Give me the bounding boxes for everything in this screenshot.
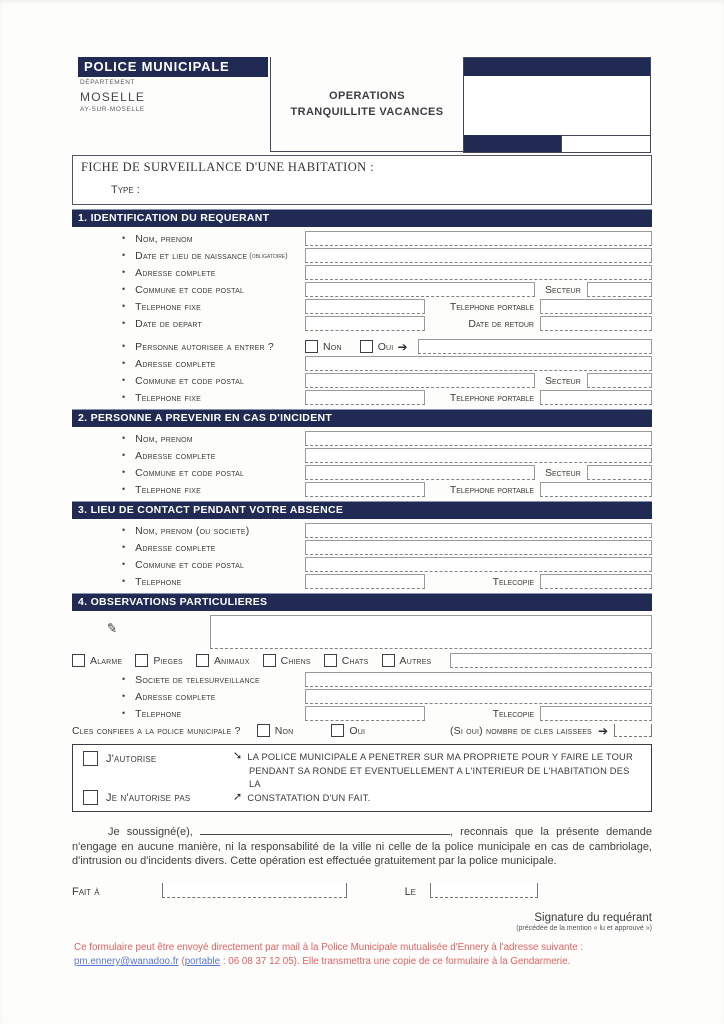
s2-commune-label: Commune et code postal — [135, 466, 245, 479]
checkbox-jautorise[interactable] — [83, 751, 98, 766]
alarme-label: Alarme — [90, 654, 123, 667]
s2-nom-field[interactable] — [305, 431, 652, 446]
s4-adresse-label: Adresse complete — [135, 690, 216, 703]
s3-telephone-field[interactable] — [305, 574, 425, 589]
row-dates — [72, 316, 652, 331]
bullet-icon: • — [122, 433, 126, 443]
fait-a-field[interactable] — [162, 883, 347, 898]
fiche-title: FICHE DE SURVEILLANCE D'UNE HABITATION : — [81, 160, 374, 174]
s2-tel-fixe-field[interactable] — [305, 482, 425, 497]
row-adresse-1 — [72, 265, 652, 280]
s3-adresse-field[interactable] — [305, 540, 652, 555]
pencil-icon: ✎ — [105, 620, 119, 637]
s4-telephone-label: Telephone — [135, 707, 182, 720]
right-arrow-icon: ➔ — [397, 339, 408, 354]
bullet-icon: • — [122, 301, 126, 311]
bullet-icon: • — [122, 542, 126, 552]
bullet-icon: • — [122, 392, 126, 402]
cles-note-label: (Si oui) nombre de cles laissees — [449, 724, 592, 737]
cles-question-label: Cles confiees a la police municipale ? — [72, 724, 241, 737]
secteur-field-2[interactable] — [587, 373, 652, 388]
authorization-line1: LA POLICE MUNICIPALE A PENETRER SUR MA PROPRIETE POUR Y FAIRE LE TOUR — [247, 752, 633, 762]
nom-prenom-label: Nom, prenom — [135, 232, 193, 245]
authorization-line2: PENDANT SA RONDE ET EVENTUELLEMENT A L'INTERIEUR DE L'HABITATION DES LA — [249, 765, 630, 789]
fait-a-label: Fait à — [72, 885, 100, 898]
date-depart-label: Date de depart — [135, 317, 202, 330]
adresse-field-1[interactable] — [305, 265, 652, 280]
s4-telecopie-field[interactable] — [540, 706, 652, 721]
bullet-icon: • — [122, 318, 126, 328]
checkbox-cles-oui[interactable] — [331, 724, 344, 737]
s2-adresse-field[interactable] — [305, 448, 652, 463]
tel-fixe-label-2: Telephone fixe — [135, 391, 201, 404]
email-link[interactable]: pm.ennery@wanadoo.fr — [74, 956, 179, 967]
nom-prenom-field[interactable] — [305, 231, 652, 246]
operation-title-line2: TRANQUILLITE VACANCES — [290, 106, 444, 118]
bullet-icon: • — [122, 284, 126, 294]
s4-adresse-field[interactable] — [305, 689, 652, 704]
se-arrow-icon: ➘ — [233, 750, 243, 762]
section2-header: 2. PERSONNE A PREVENIR EN CAS D'INCIDENT — [72, 409, 652, 427]
row-s3-nom — [72, 523, 652, 538]
options-checkbox-row — [72, 653, 652, 668]
row-personne-autorisee — [72, 339, 652, 354]
cles-count-field[interactable] — [614, 724, 652, 737]
row-societe — [72, 672, 652, 687]
declaration-paragraph — [72, 824, 652, 869]
checkbox-chiens[interactable] — [263, 654, 276, 667]
s3-nom-label: Nom, prenom (ou societe) — [135, 524, 250, 537]
row-commune-2 — [72, 373, 652, 388]
observations-field[interactable] — [210, 615, 652, 649]
type-label: Type : — [111, 184, 140, 196]
tel-portable-field-1[interactable] — [540, 299, 652, 314]
footer-line2-rest: : 06 08 37 12 05). Elle transmettra une copie de ce formulaire à la Gendarmerie. — [220, 956, 571, 967]
societe-field[interactable] — [305, 672, 652, 687]
date-retour-field[interactable] — [540, 316, 652, 331]
checkbox-cles-non[interactable] — [257, 724, 270, 737]
s2-tel-portable-label: Telephone portable — [449, 483, 534, 496]
footer-line1: Ce formulaire peut être envoyé directement par mail à la Police Municipale mutualisée d'Ennery à l'adresse suivante : — [74, 942, 584, 953]
header-right-white-cell — [561, 135, 650, 152]
footer-note — [74, 941, 674, 969]
checkbox-autres[interactable] — [382, 654, 395, 667]
s2-secteur-label: Secteur — [545, 466, 581, 479]
row-telephone-1 — [72, 299, 652, 314]
adresse-label: Adresse complete — [135, 266, 216, 279]
bullet-icon: • — [122, 674, 126, 684]
fiche-title-box — [72, 155, 652, 205]
checkbox-je-nautorise-pas[interactable] — [83, 790, 98, 805]
row-s3-commune — [72, 557, 652, 572]
header-right-navy-bar-top — [464, 58, 650, 76]
le-field[interactable] — [430, 883, 538, 898]
animaux-label: Animaux — [213, 654, 250, 667]
checkbox-entrer-oui[interactable] — [360, 340, 373, 353]
row-s4-adresse — [72, 689, 652, 704]
row-nom-prenom-1 — [72, 231, 652, 246]
section1-header: 1. IDENTIFICATION DU REQUERANT — [72, 209, 652, 227]
personne-autorisee-field[interactable] — [418, 339, 652, 354]
pieges-label: Pieges — [153, 654, 183, 667]
s3-commune-label: Commune et code postal — [135, 558, 245, 571]
s4-telecopie-label: Telecopie — [492, 707, 534, 720]
brand-block — [78, 57, 268, 113]
operation-title — [290, 88, 443, 120]
secteur-field-1[interactable] — [587, 282, 652, 297]
operation-title-line1: OPERATIONS — [329, 90, 405, 102]
checkbox-entrer-non[interactable] — [305, 340, 318, 353]
s3-telecopie-field[interactable] — [540, 574, 652, 589]
checkbox-animaux[interactable] — [196, 654, 209, 667]
commune-label-2: Commune et code postal — [135, 374, 245, 387]
tel-fixe-field-2[interactable] — [305, 390, 425, 405]
row-naissance — [72, 248, 652, 263]
s2-tel-fixe-label: Telephone fixe — [135, 483, 201, 496]
declaration-name-blank[interactable] — [200, 824, 450, 835]
autres-field[interactable] — [450, 653, 652, 668]
s3-telecopie-label: Telecopie — [492, 575, 534, 588]
checkbox-chats[interactable] — [324, 654, 337, 667]
row-telephone-2 — [72, 390, 652, 405]
s2-nom-label: Nom, prenom — [135, 432, 193, 445]
adresse-field-2[interactable] — [305, 356, 652, 371]
date-depart-field[interactable] — [305, 316, 425, 331]
observations-row — [72, 615, 652, 649]
secteur-label-2: Secteur — [545, 374, 581, 387]
row-commune-1 — [72, 282, 652, 297]
jautorise-label: J'autorise — [106, 752, 157, 765]
header-right-bottom-row — [464, 135, 650, 152]
bullet-icon: • — [122, 576, 126, 586]
tel-fixe-field-1[interactable] — [305, 299, 425, 314]
secteur-label: Secteur — [545, 283, 581, 296]
je-nautorise-pas-label: Je n'autorise pas — [106, 791, 191, 804]
cles-oui-label: Oui — [349, 724, 366, 737]
naissance-field[interactable] — [305, 248, 652, 263]
naissance-note: (obligatoire) — [249, 251, 288, 260]
commune-field-1[interactable] — [305, 282, 535, 297]
s2-tel-portable-field[interactable] — [540, 482, 652, 497]
naissance-label: Date et lieu de naissance — [135, 249, 248, 262]
date-retour-label: Date de retour — [468, 317, 534, 330]
section4-header: 4. OBSERVATIONS PARTICULIERES — [72, 593, 652, 611]
cles-row — [72, 723, 652, 738]
row-s4-telephone — [72, 706, 652, 721]
checkbox-alarme[interactable] — [72, 654, 85, 667]
chats-label: Chats — [341, 654, 369, 667]
bullet-icon: • — [122, 691, 126, 701]
right-arrow-icon: ➔ — [597, 723, 608, 738]
commune-field-2[interactable] — [305, 373, 535, 388]
header-right-navy-bar-bottom — [464, 135, 561, 152]
signature-note: (précédée de la mention « lu et approuvé ») — [516, 924, 652, 932]
societe-label: Societe de telesurveillance — [135, 673, 260, 686]
authorization-text — [233, 751, 641, 805]
commune-label: Commune et code postal — [135, 283, 245, 296]
bullet-icon: • — [122, 450, 126, 460]
form-content — [72, 155, 652, 932]
le-label: Le — [404, 885, 417, 898]
entrer-oui-label: Oui — [377, 340, 394, 353]
row-s3-adresse — [72, 540, 652, 555]
signature-block — [72, 912, 652, 932]
chiens-label: Chiens — [280, 654, 311, 667]
adresse-label-2: Adresse complete — [135, 357, 216, 370]
bullet-icon: • — [122, 708, 126, 718]
row-s3-telephone — [72, 574, 652, 589]
tel-portable-label-2: Telephone portable — [449, 391, 534, 404]
bullet-icon: • — [122, 375, 126, 385]
bullet-icon: • — [122, 250, 126, 260]
s2-adresse-label: Adresse complete — [135, 449, 216, 462]
operation-title-cell — [270, 57, 463, 152]
tel-portable-field-2[interactable] — [540, 390, 652, 405]
autres-label: Autres — [399, 654, 432, 667]
bullet-icon: • — [122, 341, 126, 351]
row-s2-nom — [72, 431, 652, 446]
declaration-intro: Je soussigné(e), — [108, 826, 193, 838]
row-adresse-2 — [72, 356, 652, 371]
s3-telephone-label: Telephone — [135, 575, 182, 588]
cles-non-label: Non — [274, 724, 294, 737]
entrer-non-label: Non — [323, 340, 342, 353]
s3-adresse-label: Adresse complete — [135, 541, 216, 554]
bullet-icon: • — [122, 467, 126, 477]
s2-commune-field[interactable] — [305, 465, 535, 480]
authorization-line3: CONSTATATION D'UN FAIT. — [247, 792, 371, 803]
row-s2-commune — [72, 465, 652, 480]
bullet-icon: • — [122, 559, 126, 569]
tel-portable-label: Telephone portable — [449, 300, 534, 313]
fait-le-row — [72, 881, 652, 898]
tel-fixe-label: Telephone fixe — [135, 300, 201, 313]
row-s2-adresse — [72, 448, 652, 463]
s2-secteur-field[interactable] — [587, 465, 652, 480]
section3-header: 3. LIEU DE CONTACT PENDANT VOTRE ABSENCE — [72, 501, 652, 519]
header-right-block — [463, 57, 651, 153]
row-s2-telephone — [72, 482, 652, 497]
signature-label: Signature du requérant — [534, 911, 652, 924]
bullet-icon: • — [122, 484, 126, 494]
authorization-box — [72, 744, 652, 812]
bullet-icon: • — [122, 233, 126, 243]
bullet-icon: • — [122, 267, 126, 277]
bullet-icon: • — [122, 525, 126, 535]
declaration-outro: , reconnais que la présente demande n'engage en aucune manière, ni la responsabilité de la ville ni celle de la police municipale en cas de cambriolage, d'intrusion ou d'incidents divers. Cette opération est effectuée gratuitement par la police municipale. — [72, 826, 653, 867]
town-name: AY-SUR-MOSELLE — [80, 106, 145, 113]
s3-commune-field[interactable] — [305, 557, 652, 572]
bullet-icon: • — [122, 358, 126, 368]
s4-telephone-field[interactable] — [305, 706, 425, 721]
personne-autorisee-label: Personne autorisee a entrer ? — [135, 340, 274, 353]
portable-link[interactable]: portable — [184, 956, 221, 967]
department-name: MOSELLE — [80, 90, 146, 104]
department-label: DÉPARTEMENT — [80, 79, 136, 86]
s3-nom-field[interactable] — [305, 523, 652, 538]
footer-paren: ( — [178, 956, 185, 967]
checkbox-pieges[interactable] — [135, 654, 148, 667]
org-title: POLICE MUNICIPALE — [78, 57, 268, 77]
ne-arrow-icon: ➚ — [233, 790, 243, 803]
